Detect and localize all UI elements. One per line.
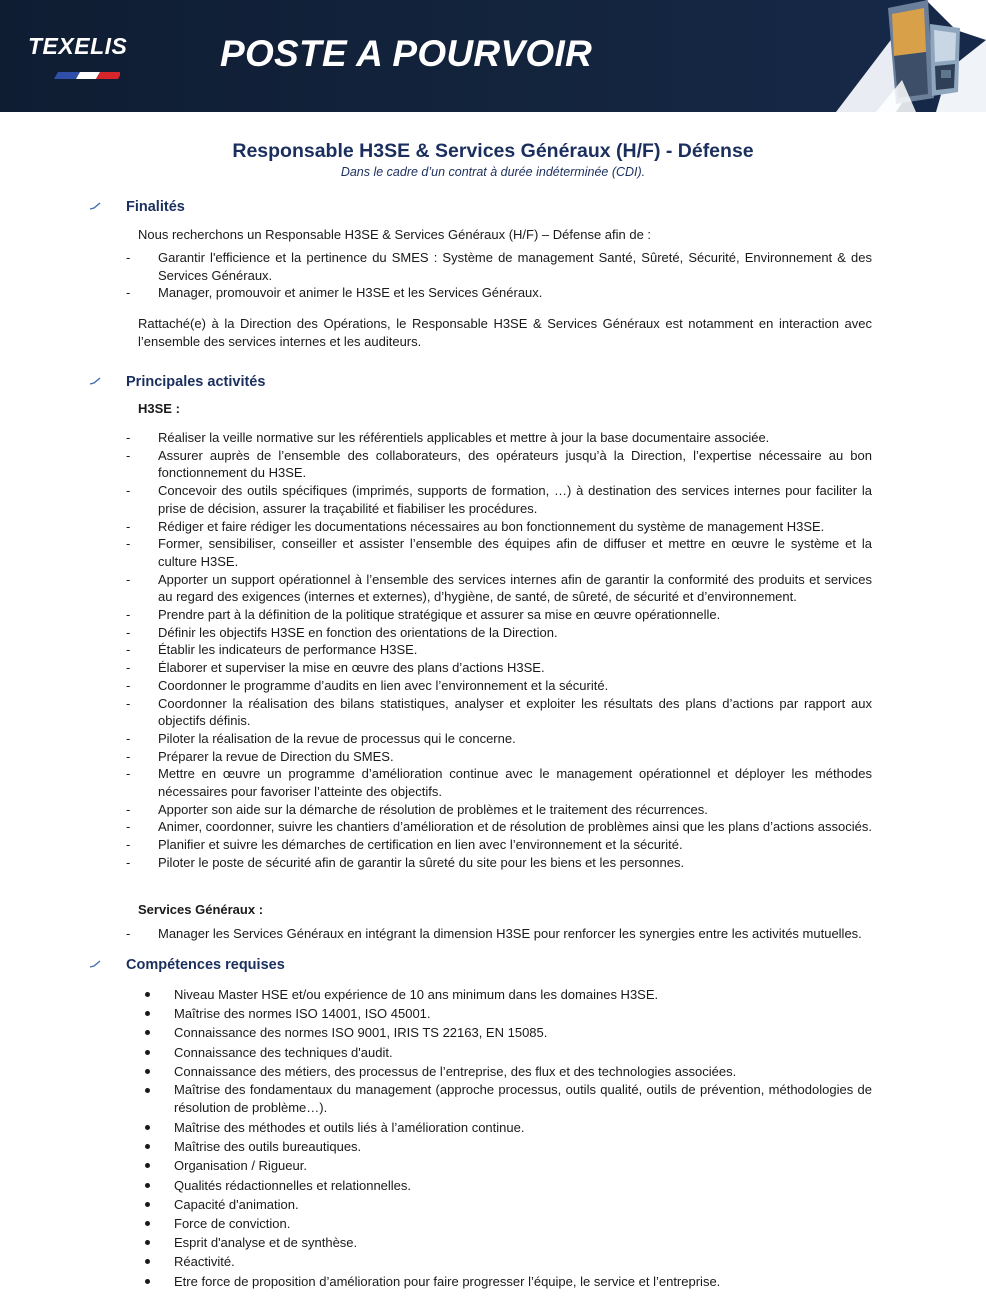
- services-generaux-subheading: Services Généraux :: [138, 902, 264, 917]
- section-title: Principales activités: [126, 374, 266, 390]
- bullet-icon: [145, 1011, 150, 1016]
- dash-marker: -: [126, 660, 131, 676]
- list-item-text: Force de conviction.: [174, 1216, 291, 1232]
- dash-marker: -: [126, 677, 131, 693]
- list-item: [126, 677, 872, 695]
- bullet-icon: [145, 1050, 150, 1055]
- list-item-text: Connaissance des normes ISO 9001, IRIS TS 22163, EN 15085.: [174, 1025, 548, 1041]
- list-item-text: Apporter son aide sur la démarche de résolution de problèmes et le traitement des récurrences.: [158, 801, 708, 817]
- banner-title: POSTE A POURVOIR: [220, 33, 593, 74]
- list-item: [142, 1156, 872, 1175]
- list-item-text: Maîtrise des fondamentaux du management (approche processus, outils qualité, outils de prévention, méthodologies de résolution de problème…).: [174, 1082, 872, 1116]
- list-item: [126, 429, 872, 447]
- list-item: [126, 818, 872, 836]
- list-item: [142, 1062, 872, 1081]
- h3se-subheading: H3SE :: [138, 401, 180, 416]
- list-item: [142, 985, 872, 1004]
- bullet-icon: [145, 1259, 150, 1264]
- dash-marker: -: [126, 695, 131, 711]
- brand-logo: [28, 32, 148, 60]
- list-item-text: Maîtrise des méthodes et outils liés à l’amélioration continue.: [174, 1120, 525, 1136]
- bullet-icon: [145, 1144, 150, 1149]
- list-item: [126, 641, 872, 659]
- list-item-text: Élaborer et superviser la mise en œuvre des plans d’actions H3SE.: [158, 660, 545, 676]
- contract-subtitle: Dans le cadre d’un contrat à durée indéterminée (CDI).: [340, 165, 646, 179]
- bullet-icon: [145, 992, 150, 997]
- list-item: [126, 535, 872, 570]
- list-item: [126, 765, 872, 800]
- h3se-activities-list: [126, 429, 872, 872]
- bullet-icon: [145, 1183, 150, 1188]
- dash-marker: -: [126, 571, 131, 587]
- list-item-text: Définir les objectifs H3SE en fonction des orientations de la Direction.: [158, 624, 558, 640]
- bullet-icon: [145, 1279, 150, 1284]
- bullet-icon: [145, 1240, 150, 1245]
- list-item: [126, 249, 872, 284]
- list-item: [126, 518, 872, 536]
- list-item-text: Assurer auprès de l’ensemble des collaborateurs, des opérateurs jusqu’à la Direction, l’expertise nécessaire au bon fonctionnement du H3SE.: [158, 447, 872, 481]
- competences-list: [142, 985, 872, 1291]
- dash-marker: -: [126, 766, 131, 782]
- checkmark-icon: [88, 200, 102, 212]
- checkmark-icon: [88, 958, 102, 970]
- list-item: [142, 1176, 872, 1195]
- list-item: [142, 1004, 872, 1023]
- list-item-text: Préparer la revue de Direction du SMES.: [158, 748, 394, 764]
- list-item: [126, 482, 872, 517]
- list-item: [126, 624, 872, 642]
- list-item: [142, 1043, 872, 1062]
- list-item-text: Manager les Services Généraux en intégrant la dimension H3SE pour renforcer les synergies entre les activités mutuelles.: [158, 926, 862, 941]
- list-item-text: Réaliser la veille normative sur les référentiels applicables et mettre à jour la base documentaire associée.: [158, 430, 770, 445]
- bullet-icon: [145, 1088, 150, 1093]
- bullet-icon: [145, 1030, 150, 1035]
- dash-marker: -: [126, 624, 131, 640]
- list-item: [126, 695, 872, 730]
- dash-marker: -: [126, 447, 131, 463]
- list-item: [126, 854, 872, 872]
- list-item: [126, 925, 872, 943]
- list-item-text: Animer, coordonner, suivre les chantiers d’amélioration et de résolution de problèmes ainsi que les plans d’actions associés.: [158, 819, 872, 835]
- brand-name: TEXELIS: [28, 33, 128, 59]
- list-item: [126, 606, 872, 624]
- dash-marker: -: [126, 854, 131, 870]
- dash-marker: -: [126, 926, 131, 941]
- list-item-text: Former, sensibiliser, conseiller et assister l’ensemble des équipes afin de diffuser et mettre en œuvre le système et la culture H3SE.: [158, 536, 872, 569]
- list-item: [126, 730, 872, 748]
- list-item-text: Établir les indicateurs de performance H3SE.: [158, 642, 418, 658]
- list-item-text: Capacité d'animation.: [174, 1196, 299, 1212]
- list-item: [142, 1118, 872, 1137]
- list-item-text: Concevoir des outils spécifiques (imprimés, supports de formation, …) à destination des services internes pour faciliter la prise de décision, assurer la traçabilité et fiabiliser les procédures.: [158, 483, 872, 516]
- list-item: [126, 284, 872, 302]
- list-item: [126, 447, 872, 482]
- list-item: [142, 1137, 872, 1156]
- list-item: [142, 1023, 872, 1042]
- dash-marker: -: [126, 607, 131, 623]
- dash-marker: -: [126, 801, 131, 817]
- dash-marker: -: [126, 748, 131, 764]
- list-item-text: Connaissance des métiers, des processus de l’entreprise, des flux et des technologies associées.: [174, 1063, 737, 1079]
- list-item-text: Garantir l'efficience et la pertinence du SMES : Système de management Santé, Sûreté, Sécurité, Environnement & des Services Généraux.: [158, 250, 872, 283]
- list-item-text: Réactivité.: [174, 1254, 235, 1270]
- dash-marker: -: [126, 518, 131, 534]
- dash-marker: -: [126, 250, 131, 265]
- dash-marker: -: [126, 536, 131, 552]
- list-item-text: Organisation / Rigueur.: [174, 1158, 307, 1174]
- list-item-text: Piloter la réalisation de la revue de processus qui le concerne.: [158, 730, 516, 746]
- dash-marker: -: [126, 642, 131, 658]
- banner-photo-collage: [836, 0, 986, 112]
- list-item-text: Coordonner le programme d’audits en lien avec l’environnement et la sécurité.: [158, 677, 609, 693]
- list-item-text: Qualités rédactionnelles et relationnelles.: [174, 1177, 412, 1193]
- list-item: [142, 1214, 872, 1233]
- list-item: [142, 1272, 872, 1291]
- list-item: [126, 801, 872, 819]
- list-item: [142, 1233, 872, 1252]
- list-item: [142, 1081, 872, 1117]
- list-item: [126, 659, 872, 677]
- list-item-text: Coordonner la réalisation des bilans statistiques, analyser et exploiter les résultats des plans d’actions par rapport aux objectifs définis.: [158, 695, 872, 729]
- bullet-icon: [145, 1069, 150, 1074]
- services-generaux-list: [126, 925, 872, 943]
- dash-marker: -: [126, 819, 131, 835]
- dash-marker: -: [126, 430, 131, 445]
- list-item: [142, 1195, 872, 1214]
- list-item-text: Manager, promouvoir et animer le H3SE et les Services Généraux.: [158, 285, 543, 301]
- finalites-intro: Nous recherchons un Responsable H3SE & Services Généraux (H/F) – Défense afin de :: [138, 227, 652, 242]
- list-item-text: Maîtrise des outils bureautiques.: [174, 1139, 362, 1155]
- list-item-text: Connaissance des techniques d'audit.: [174, 1044, 393, 1060]
- tricolor-flag-icon: [50, 70, 120, 80]
- bullet-icon: [145, 1125, 150, 1130]
- list-item: [126, 571, 872, 606]
- finalites-list: [126, 249, 872, 302]
- list-item-text: Prendre part à la définition de la politique stratégique et assurer sa mise en œuvre opérationnelle.: [158, 607, 721, 623]
- dash-marker: -: [126, 483, 131, 499]
- job-title: Responsable H3SE & Services Généraux (H/F) - Défense: [232, 140, 754, 162]
- finalites-closing: Rattaché(e) à la Direction des Opérations, le Responsable H3SE & Services Généraux est notamment en interaction avec l’ensemble des services internes et les auditeurs.: [138, 316, 872, 349]
- bullet-icon: [145, 1202, 150, 1207]
- list-item-text: Planifier et suivre les démarches de certification en lien avec l’environnement et la sécurité.: [158, 837, 683, 853]
- list-item-text: Etre force de proposition d’amélioration pour faire progresser l’équipe, le service et l’entreprise.: [174, 1273, 721, 1289]
- list-item-text: Rédiger et faire rédiger les documentations nécessaires au bon fonctionnement du système de management H3SE.: [158, 518, 825, 534]
- section-title: Finalités: [126, 199, 185, 215]
- section-title: Compétences requises: [126, 957, 285, 973]
- list-item: [126, 836, 872, 854]
- list-item-text: Piloter le poste de sécurité afin de garantir la sûreté du site pour les biens et les personnes.: [158, 854, 685, 870]
- list-item: [142, 1252, 872, 1271]
- dash-marker: -: [126, 837, 131, 853]
- dash-marker: -: [126, 285, 131, 301]
- header-banner: [0, 0, 986, 112]
- bullet-icon: [145, 1163, 150, 1168]
- dash-marker: -: [126, 730, 131, 746]
- list-item-text: Niveau Master HSE et/ou expérience de 10 ans minimum dans les domaines H3SE.: [174, 987, 659, 1002]
- bullet-icon: [145, 1221, 150, 1226]
- list-item-text: Apporter un support opérationnel à l’ensemble des services internes afin de garantir la conformité des produits et services au regard des exigences (internes et externes), d’hygiène, de santé, de sûreté, de sécurité et d’environnement.: [158, 571, 872, 605]
- list-item-text: Esprit d'analyse et de synthèse.: [174, 1235, 358, 1251]
- list-item-text: Maîtrise des normes ISO 14001, ISO 45001.: [174, 1006, 431, 1022]
- checkmark-icon: [88, 375, 102, 387]
- list-item-text: Mettre en œuvre un programme d’amélioration continue avec le management opérationnel et déployer les méthodes nécessaires pour favoriser l’atteinte des objectifs.: [158, 766, 872, 800]
- list-item: [126, 748, 872, 766]
